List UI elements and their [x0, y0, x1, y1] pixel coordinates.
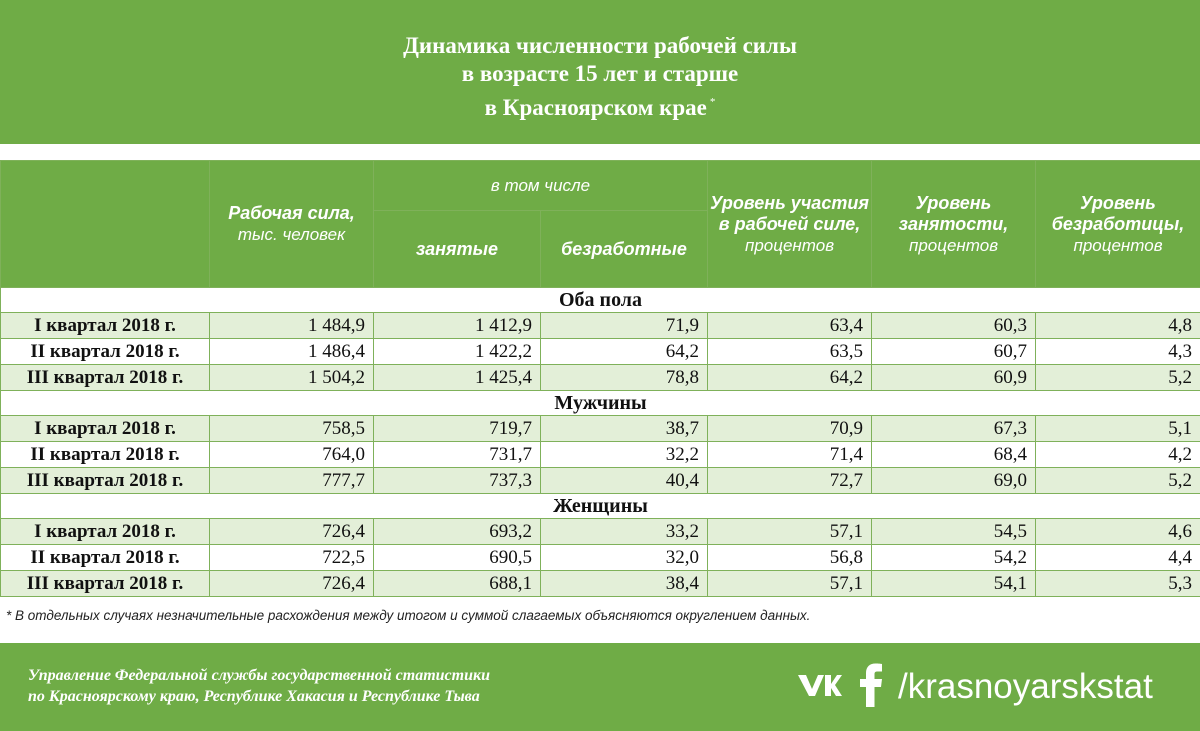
group-header: Мужчины: [1, 391, 1200, 416]
table-row: II квартал 2018 г. 1 486,4 1 422,2 64,2 63,5 60,7 4,3: [1, 339, 1200, 365]
org-line: Управление Федеральной службы государственной статистики: [28, 667, 490, 684]
social-handle[interactable]: /krasnoyarskstat: [898, 667, 1153, 706]
social-links: [796, 665, 1153, 709]
table-row: I квартал 2018 г. 726,4 693,2 33,2 57,1 54,5 4,6: [1, 519, 1200, 545]
col-employed: занятые: [374, 211, 541, 288]
title-line: Динамика численности рабочей силы: [403, 33, 797, 58]
footer-banner: [0, 643, 1200, 731]
footnote: * В отдельных случаях незначительные расхождения между итогом и суммой слагаемых объясняются округлением данных.: [6, 608, 811, 623]
col-unemployment-rate: Уровень безработицы, процентов: [1036, 161, 1200, 288]
table-row: II квартал 2018 г. 764,0 731,7 32,2 71,4 68,4 4,2: [1, 442, 1200, 468]
col-labor-force: Рабочая сила, тыс. человек: [210, 161, 374, 288]
table-row: III квартал 2018 г. 777,7 737,3 40,4 72,7 69,0 5,2: [1, 468, 1200, 494]
labor-force-table: [0, 160, 1200, 597]
page-title: [0, 32, 1200, 122]
table-row: III квартал 2018 г. 1 504,2 1 425,4 78,8 64,2 60,9 5,2: [1, 365, 1200, 391]
title-line: в Красноярском крае *: [484, 95, 716, 120]
vk-icon[interactable]: [796, 671, 842, 704]
title-footnote-mark: *: [709, 96, 716, 108]
group-header: Женщины: [1, 494, 1200, 519]
org-line: по Красноярскому краю, Республике Хакасия и Республике Тыва: [28, 688, 480, 705]
table-row: I квартал 2018 г. 1 484,9 1 412,9 71,9 63,4 60,3 4,8: [1, 313, 1200, 339]
facebook-icon[interactable]: [858, 663, 884, 712]
header-banner: [0, 0, 1200, 144]
organization-name: [28, 665, 490, 707]
table-row: III квартал 2018 г. 726,4 688,1 38,4 57,1 54,1 5,3: [1, 571, 1200, 597]
table-row: I квартал 2018 г. 758,5 719,7 38,7 70,9 67,3 5,1: [1, 416, 1200, 442]
title-line: в возрасте 15 лет и старше: [461, 61, 739, 86]
header-empty-cell: [1, 161, 210, 288]
col-participation: Уровень участия в рабочей силе, процентов: [708, 161, 872, 288]
col-including: в том числе: [374, 161, 708, 211]
group-header: Оба пола: [1, 288, 1200, 313]
table-row: II квартал 2018 г. 722,5 690,5 32,0 56,8 54,2 4,4: [1, 545, 1200, 571]
col-unemployed: безработные: [541, 211, 708, 288]
col-employment-rate: Уровень занятости, процентов: [872, 161, 1036, 288]
